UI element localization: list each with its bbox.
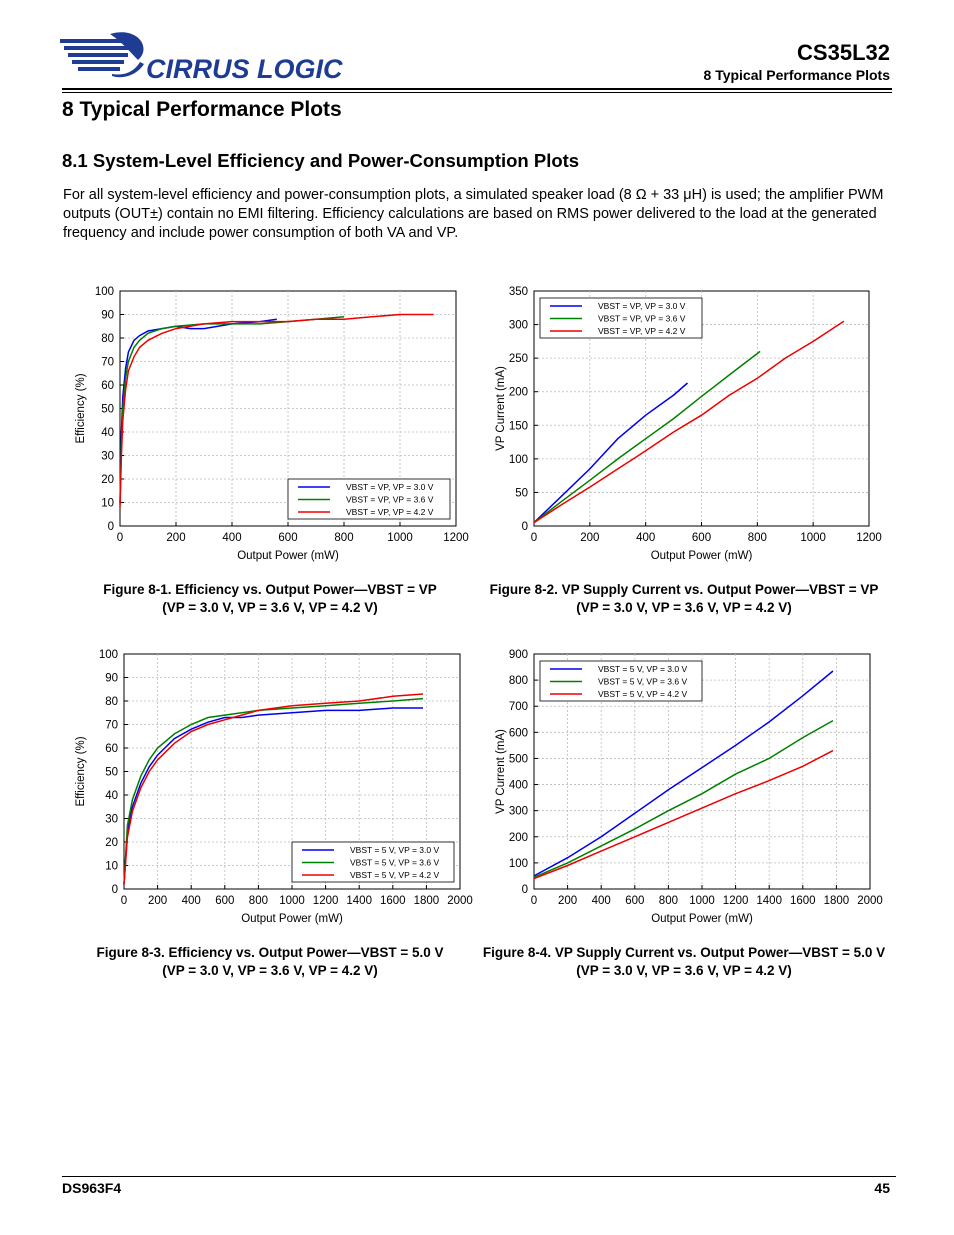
x-tick-label: 600 [278, 532, 298, 544]
legend-label: VBST = VP, VP = 3.6 V [346, 494, 434, 505]
footer-rule [62, 1176, 896, 1177]
x-axis-label: Output Power (mW) [651, 913, 753, 925]
y-tick-label: 50 [515, 487, 528, 500]
series-line [534, 321, 844, 522]
x-axis-label: Output Power (mW) [650, 550, 753, 562]
y-tick-label: 500 [508, 753, 528, 766]
x-tick-label: 1000 [800, 532, 826, 544]
y-tick-label: 350 [508, 286, 528, 298]
x-tick-label: 1000 [387, 532, 413, 544]
caption-line: (VP = 3.0 V, VP = 3.6 V, VP = 4.2 V) [162, 963, 378, 978]
y-tick-label: 100 [508, 453, 528, 466]
legend-label: VBST = VP, VP = 4.2 V [598, 326, 686, 336]
y-tick-label: 40 [105, 790, 118, 802]
y-tick-label: 100 [508, 857, 528, 870]
x-tick-label: 200 [166, 532, 186, 544]
y-tick-label: 30 [105, 813, 118, 826]
y-tick-label: 100 [98, 649, 118, 661]
x-tick-label: 1000 [279, 895, 305, 907]
y-tick-label: 50 [105, 766, 118, 779]
legend-label: VBST = VP, VP = 3.6 V [598, 313, 686, 324]
x-tick-label: 1200 [722, 895, 749, 907]
y-tick-label: 40 [101, 427, 114, 439]
legend-label: VBST = 5 V, VP = 3.0 V [350, 845, 440, 855]
figure-8-1-caption [60, 581, 480, 617]
figure-8-2-chart [480, 280, 900, 570]
x-tick-label: 400 [222, 532, 242, 544]
figure-8-3-chart [60, 643, 480, 933]
x-tick-label: 800 [334, 532, 354, 544]
y-axis-label: Efficiency (%) [75, 736, 87, 807]
figure-8-4-chart [480, 643, 900, 933]
x-axis-label: Output Power (mW) [241, 913, 343, 925]
header-rule [62, 88, 892, 90]
x-tick-label: 200 [580, 532, 600, 544]
y-tick-label: 70 [101, 356, 114, 369]
x-tick-label: 1800 [413, 895, 440, 907]
x-axis-label: Output Power (mW) [237, 550, 339, 562]
y-tick-label: 0 [107, 521, 114, 533]
y-tick-label: 150 [508, 420, 528, 433]
series-line [534, 721, 833, 878]
figure-8-1-chart [60, 280, 480, 570]
caption-line: Figure 8-1. Efficiency vs. Output Power—VBST = VP [103, 582, 437, 597]
y-tick-label: 90 [105, 672, 118, 685]
x-tick-label: 400 [591, 895, 611, 907]
x-tick-label: 0 [530, 532, 538, 544]
y-tick-label: 60 [105, 743, 118, 755]
legend-label: VBST = VP, VP = 3.0 V [346, 482, 434, 492]
y-tick-label: 80 [101, 333, 114, 345]
y-tick-label: 600 [508, 727, 528, 740]
series-line [534, 751, 833, 879]
caption-line: Figure 8-4. VP Supply Current vs. Output Power—VBST = 5.0 V [482, 945, 886, 960]
subsection-heading: 8.1 System-Level Efficiency and Power-Consumption Plots [62, 150, 580, 171]
figure-8-2-caption [474, 581, 894, 617]
intro-paragraph: For all system-level efficiency and power-consumption plots, a simulated speaker load (8 Ω + 33 μH) is used; the amplifier PWM outputs (OUT±) contain no EMI filtering. Efficiency calculations are based on RMS power delivered to the load at the generated frequency and include power consumption of both VA and VP. [63, 187, 884, 241]
x-tick-label: 1200 [856, 532, 882, 544]
caption-line: (VP = 3.0 V, VP = 3.6 V, VP = 4.2 V) [576, 600, 792, 615]
series-line [120, 319, 277, 502]
cirrus-logic-logo [60, 30, 350, 86]
y-tick-label: 60 [101, 380, 114, 392]
y-tick-label: 20 [101, 474, 114, 486]
legend-label: VBST = 5 V, VP = 4.2 V [598, 689, 688, 699]
x-tick-label: 2000 [857, 895, 883, 907]
y-tick-label: 300 [508, 319, 528, 332]
series-line [534, 351, 760, 522]
x-tick-label: 800 [248, 895, 268, 907]
y-tick-label: 700 [508, 701, 528, 714]
x-tick-label: 2000 [447, 895, 473, 907]
x-tick-label: 1600 [380, 895, 406, 907]
x-tick-label: 400 [181, 895, 201, 907]
y-axis-label: Efficiency (%) [75, 373, 87, 444]
legend-label: VBST = VP, VP = 4.2 V [346, 507, 434, 517]
x-tick-label: 600 [691, 532, 712, 544]
header-section-name: 8 Typical Performance Plots [703, 67, 890, 83]
page-number: 45 [874, 1180, 890, 1196]
caption-line: (VP = 3.0 V, VP = 3.6 V, VP = 4.2 V) [162, 600, 378, 615]
y-tick-label: 0 [521, 884, 528, 896]
document-number: DS963F4 [62, 1180, 122, 1196]
product-name: CS35L32 [797, 40, 890, 65]
y-tick-label: 70 [105, 719, 118, 732]
x-tick-label: 200 [148, 895, 168, 907]
series-line [534, 671, 833, 876]
x-tick-label: 1000 [689, 895, 715, 907]
y-tick-label: 100 [94, 286, 114, 298]
legend-label: VBST = 5 V, VP = 3.6 V [598, 676, 688, 687]
x-tick-label: 0 [116, 532, 124, 544]
x-tick-label: 800 [658, 895, 678, 907]
x-tick-label: 800 [747, 532, 767, 544]
figure-8-4-caption [474, 944, 894, 980]
section-heading: 8 Typical Performance Plots [62, 98, 342, 121]
header-rule-thin [62, 92, 892, 93]
caption-line: Figure 8-2. VP Supply Current vs. Output Power—VBST = VP [489, 582, 879, 597]
y-tick-label: 0 [111, 884, 118, 896]
y-tick-label: 90 [101, 309, 114, 322]
y-tick-label: 20 [105, 837, 118, 849]
y-tick-label: 250 [508, 353, 528, 366]
legend-label: VBST = 5 V, VP = 4.2 V [350, 870, 440, 880]
series-line [120, 315, 434, 508]
x-tick-label: 200 [558, 895, 578, 907]
y-axis-label: VP Current (mA) [495, 729, 507, 814]
x-tick-label: 1800 [823, 895, 850, 907]
y-tick-label: 200 [508, 386, 528, 399]
y-tick-label: 300 [508, 805, 528, 818]
x-tick-label: 0 [530, 895, 538, 907]
y-tick-label: 10 [101, 497, 114, 510]
x-tick-label: 0 [120, 895, 128, 907]
x-tick-label: 1200 [443, 532, 469, 544]
svg-text:CIRRUS LOGIC: CIRRUS LOGIC [146, 54, 343, 84]
x-tick-label: 1600 [790, 895, 816, 907]
y-tick-label: 50 [101, 403, 114, 416]
legend-label: VBST = 5 V, VP = 3.6 V [350, 857, 440, 868]
legend-label: VBST = 5 V, VP = 3.0 V [598, 664, 688, 674]
caption-line: Figure 8-3. Efficiency vs. Output Power—VBST = 5.0 V [96, 945, 444, 960]
series-line [534, 383, 688, 523]
x-tick-label: 600 [215, 895, 235, 907]
y-tick-label: 800 [508, 675, 528, 688]
x-tick-label: 600 [625, 895, 645, 907]
legend-label: VBST = VP, VP = 3.0 V [598, 301, 686, 311]
y-axis-label: VP Current (mA) [495, 366, 507, 451]
y-tick-label: 900 [508, 649, 528, 661]
x-tick-label: 1400 [756, 895, 782, 907]
caption-line: (VP = 3.0 V, VP = 3.6 V, VP = 4.2 V) [576, 963, 792, 978]
y-tick-label: 200 [508, 831, 528, 844]
y-tick-label: 0 [521, 521, 528, 533]
figure-8-3-caption [60, 944, 480, 980]
y-tick-label: 10 [105, 860, 118, 873]
y-tick-label: 400 [508, 779, 528, 792]
x-tick-label: 1200 [312, 895, 339, 907]
x-tick-label: 1400 [346, 895, 372, 907]
y-tick-label: 30 [101, 450, 114, 463]
y-tick-label: 80 [105, 696, 118, 708]
x-tick-label: 400 [636, 532, 656, 544]
